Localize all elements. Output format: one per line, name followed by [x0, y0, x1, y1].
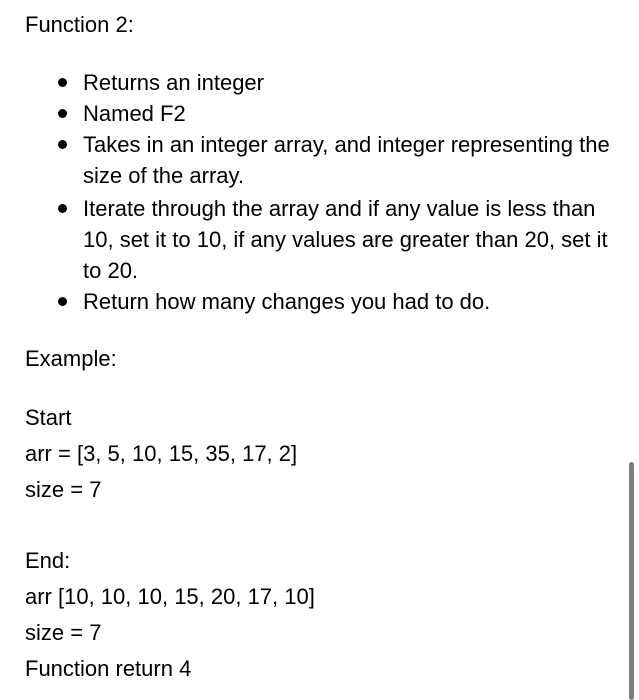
requirement-text: Named F2 — [83, 101, 186, 126]
start-label: Start — [25, 405, 72, 430]
requirement-text: Returns an integer — [83, 70, 264, 95]
end-array: arr [10, 10, 10, 15, 20, 17, 10] — [25, 584, 315, 609]
requirement-text: Iterate through the array and if any value is less than 10, set it to 10, if any values are greater than 20, set it to 20. — [83, 196, 608, 283]
start-size: size = 7 — [25, 477, 102, 502]
function-result: Function return 4 — [25, 656, 192, 681]
start-array: arr = [3, 5, 10, 15, 35, 17, 2] — [25, 441, 298, 466]
bullet-icon — [58, 109, 67, 118]
bullet-icon — [58, 297, 67, 306]
function-heading: Function 2: — [25, 12, 134, 37]
scrollbar-thumb[interactable] — [629, 462, 634, 700]
bullet-icon — [58, 140, 67, 149]
bullet-icon — [58, 78, 67, 87]
end-label: End: — [25, 548, 71, 573]
bullet-icon — [58, 204, 67, 213]
example-heading: Example: — [25, 346, 117, 371]
requirement-text: Takes in an integer array, and integer representing the size of the array. — [83, 132, 610, 188]
requirement-text: Return how many changes you had to do. — [83, 289, 491, 314]
end-size: size = 7 — [25, 620, 102, 645]
